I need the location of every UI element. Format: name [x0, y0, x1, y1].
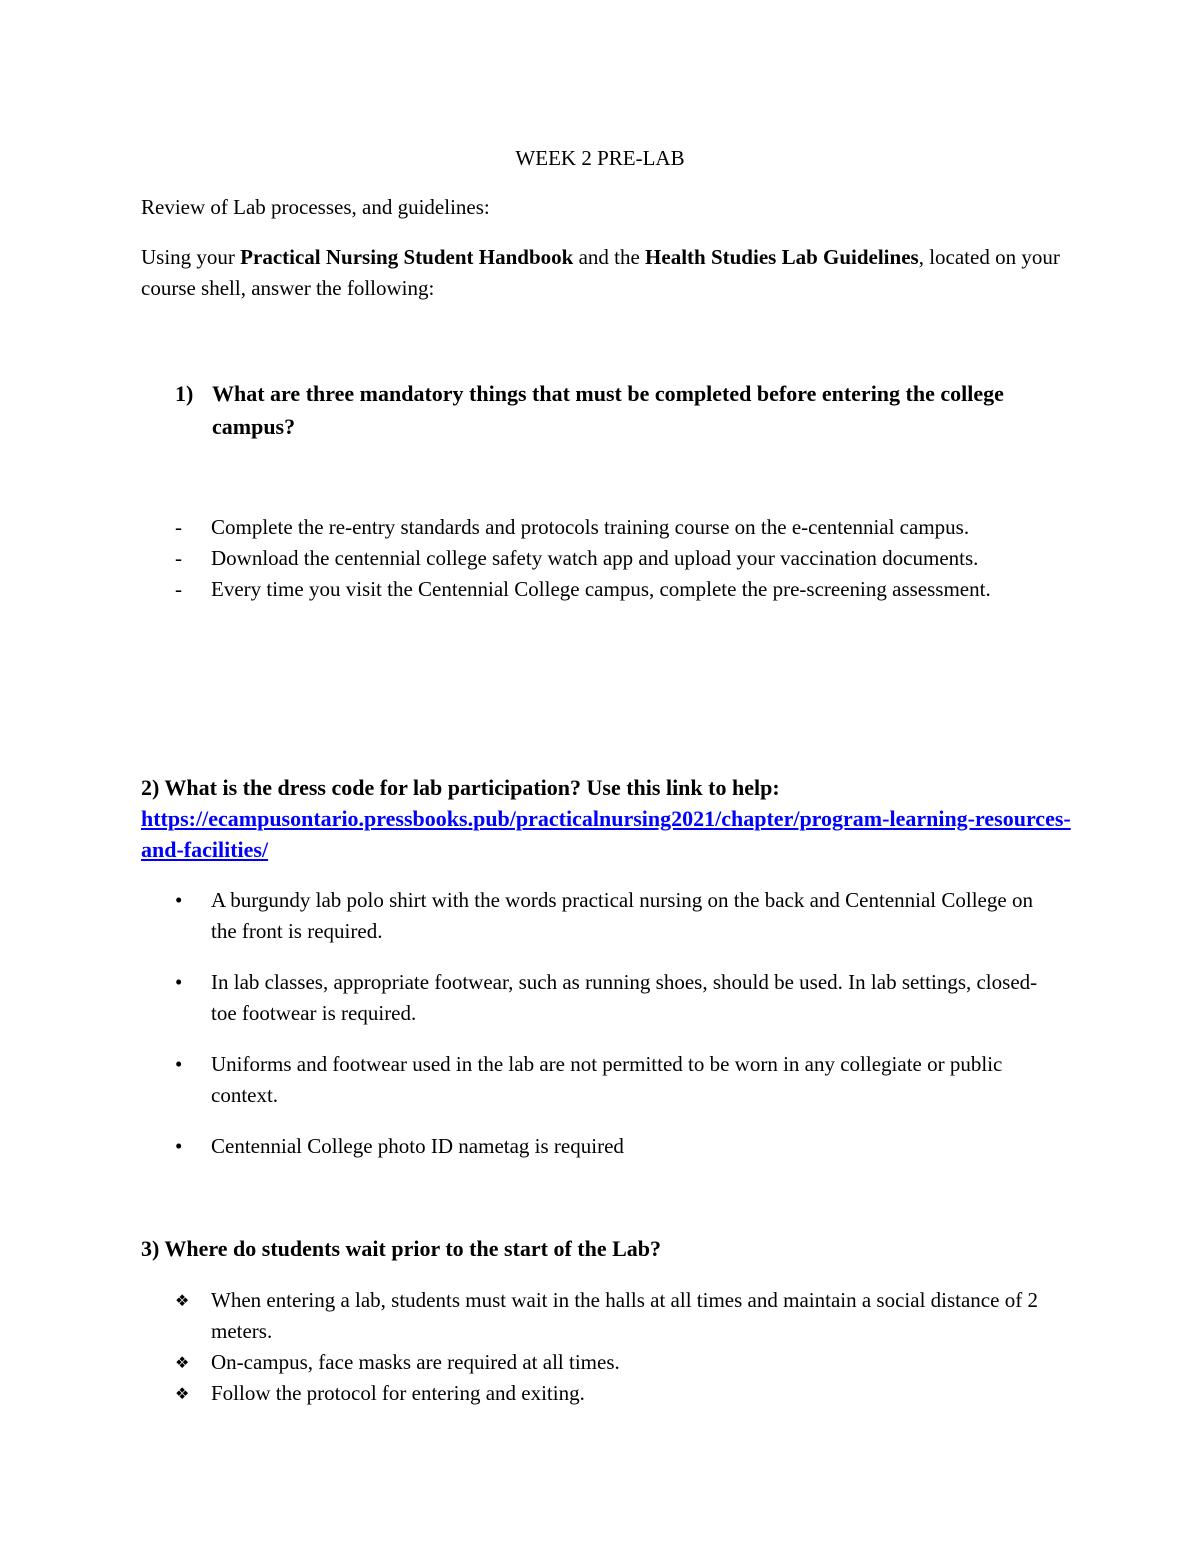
answer-text: Every time you visit the Centennial College campus, complete the pre-screening assessment. — [211, 577, 991, 601]
list-item — [141, 1347, 1061, 1378]
dash-marker: - — [175, 577, 182, 601]
dash-marker: - — [175, 515, 182, 539]
answer-text: Complete the re-entry standards and protocols training course on the e-centennial campus. — [211, 515, 970, 539]
list-item — [141, 574, 1021, 605]
dash-marker: - — [175, 546, 182, 570]
instructions-part-1: Using your — [141, 245, 241, 269]
bullet-marker: • — [175, 970, 183, 994]
question-3-text: 3) Where do students wait prior to the start of the Lab? — [141, 1236, 662, 1261]
list-item — [141, 1049, 1061, 1111]
question-3-answers — [141, 1285, 1061, 1409]
bullet-marker: • — [175, 888, 183, 912]
instructions-paragraph — [141, 242, 1071, 304]
answer-text: A burgundy lab polo shirt with the words practical nursing on the back and Centennial College on the front is required. — [211, 888, 1033, 943]
bullet-marker: • — [175, 1052, 183, 1076]
answer-text: Centennial College photo ID nametag is required — [211, 1134, 624, 1158]
list-item — [141, 543, 1021, 574]
question-2 — [141, 772, 1081, 865]
document-title: WEEK 2 PRE-LAB — [515, 146, 685, 170]
bullet-marker: • — [175, 1134, 183, 1158]
answer-text: Follow the protocol for entering and exiting. — [211, 1381, 585, 1405]
answer-text: In lab classes, appropriate footwear, such as running shoes, should be used. In lab settings, closed-toe footwear is required. — [211, 970, 1038, 1025]
answer-text: When entering a lab, students must wait in the halls at all times and maintain a social distance of 2 meters. — [211, 1288, 1038, 1343]
question-1-number: 1) — [175, 381, 194, 406]
list-item — [141, 1131, 1061, 1162]
question-1-answers — [141, 512, 1021, 605]
list-item — [141, 885, 1061, 947]
question-1-text: What are three mandatory things that must be completed before entering the college campus? — [212, 381, 1004, 439]
handbook-reference: Practical Nursing Student Handbook — [240, 245, 574, 269]
answer-text: On-campus, face masks are required at all times. — [211, 1350, 620, 1374]
question-2-answers — [141, 885, 1061, 1182]
diamond-bullet-icon: ❖ — [175, 1353, 190, 1372]
answer-text: Uniforms and footwear used in the lab are not permitted to be worn in any collegiate or public context. — [211, 1052, 1003, 1107]
list-item — [141, 512, 1021, 543]
lab-guidelines-reference: Health Studies Lab Guidelines — [645, 245, 919, 269]
question-2-text: 2) What is the dress code for lab participation? Use this link to help: — [141, 775, 780, 800]
list-item — [141, 967, 1061, 1029]
instructions-part-3: , located on your course shell, answer the following: — [141, 245, 1060, 300]
list-item — [141, 1285, 1061, 1347]
instructions-part-2: and the — [573, 245, 646, 269]
intro-text: Review of Lab processes, and guidelines: — [141, 195, 490, 219]
resources-link[interactable]: https://ecampusontario.pressbooks.pub/practicalnursing2021/chapter/program-learning-resources-and-facilities/ — [141, 806, 1071, 862]
list-item — [141, 1378, 1061, 1409]
answer-text: Download the centennial college safety watch app and upload your vaccination documents. — [211, 546, 979, 570]
diamond-bullet-icon: ❖ — [175, 1384, 190, 1403]
diamond-bullet-icon: ❖ — [175, 1291, 190, 1310]
